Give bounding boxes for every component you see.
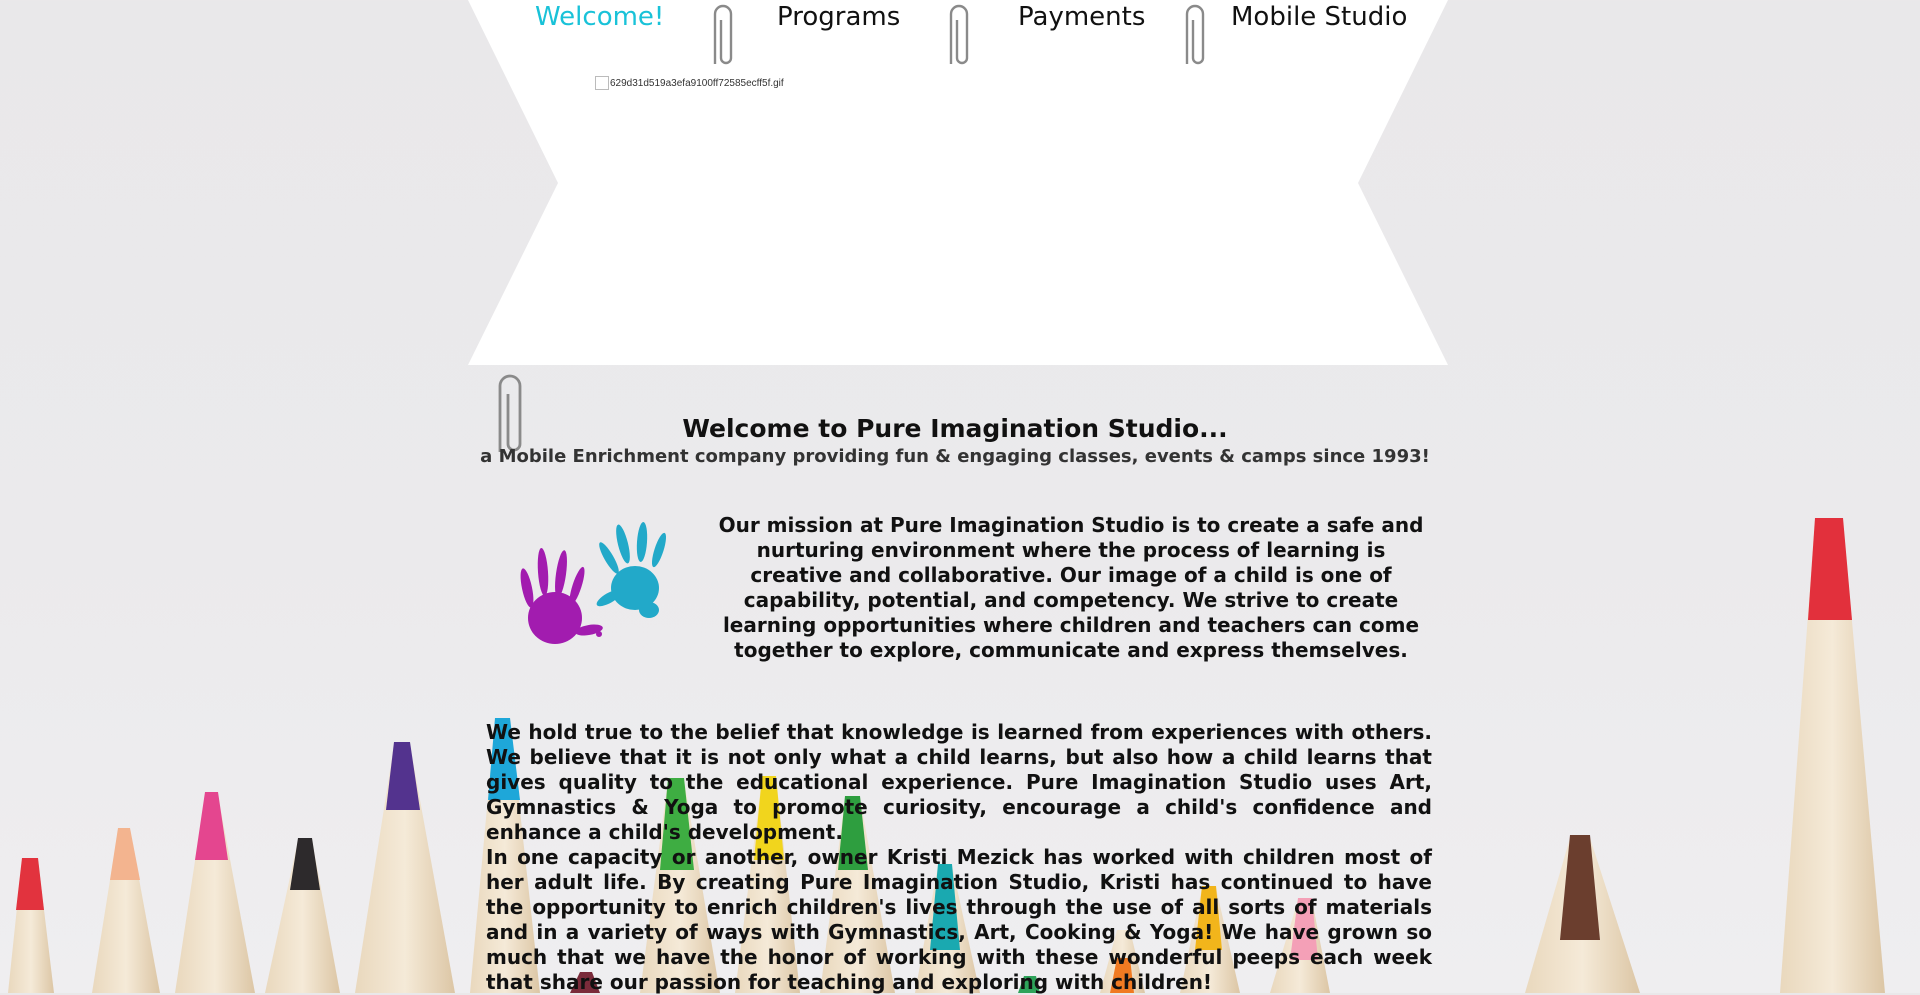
paperclip-icon xyxy=(1179,2,1207,72)
page-subtitle: a Mobile Enrichment company providing fun & engaging classes, events & camps since 1993! xyxy=(480,446,1430,467)
nav-item-welcome[interactable]: Welcome! xyxy=(535,2,665,32)
purple-handprint-icon xyxy=(518,548,604,644)
page-title: Welcome to Pure Imagination Studio... xyxy=(682,414,1228,443)
pencil-peach xyxy=(92,828,160,993)
banner-image-alt: 629d31d519a3efa9100ff72585ecff5f.gif xyxy=(610,77,784,89)
pencil-red-right xyxy=(1780,518,1885,993)
banner-image xyxy=(595,76,784,90)
handprints-image xyxy=(505,516,695,656)
paperclip-icon xyxy=(707,2,735,72)
broken-image-icon xyxy=(595,76,609,90)
nav-item-programs[interactable]: Programs xyxy=(777,2,901,32)
nav-item-payments[interactable]: Payments xyxy=(1018,2,1146,32)
pencil-black xyxy=(265,838,340,993)
mission-statement: Our mission at Pure Imagination Studio is to create a safe and nurturing environment where the process of learning is creative and collaborative. Our image of a child is one of capability, potential, and competency. We strive to create learning opportunities where children and teachers can come together to explore, communicate and express themselves. xyxy=(718,513,1424,662)
nav-item-mobile-studio[interactable]: Mobile Studio xyxy=(1231,2,1408,32)
pencil-brown xyxy=(1525,835,1640,993)
about-paragraph-2: In one capacity or another, owner Kristi Mezick has worked with children most of her adult life. By creating Pure Imagination Studio, Kristi has continued to have the opportunity to enrich children's lives through the use of all sorts of materials and in a variety of ways with Gymnastics, Art, Cooking & Yoga! We have grown so much that we have the honor of working with these wonderful peeps each week that share our passion for teaching and exploring with children! xyxy=(486,845,1432,994)
about-paragraph-1: We hold true to the belief that knowledge is learned from experiences with others. We believe that it is not only what a child learns, but also how a child learns that gives quality to the educational experience. Pure Imagination Studio uses Art, Gymnastics & Yoga to promote curiosity, encourage a child's confidence and enhance a child's development. xyxy=(486,720,1432,844)
pencil-red-left xyxy=(8,858,54,993)
paperclip-icon xyxy=(943,2,971,72)
pencil-pink xyxy=(175,792,255,993)
pencil-violet xyxy=(355,742,455,993)
teal-handprint-icon xyxy=(594,522,668,618)
